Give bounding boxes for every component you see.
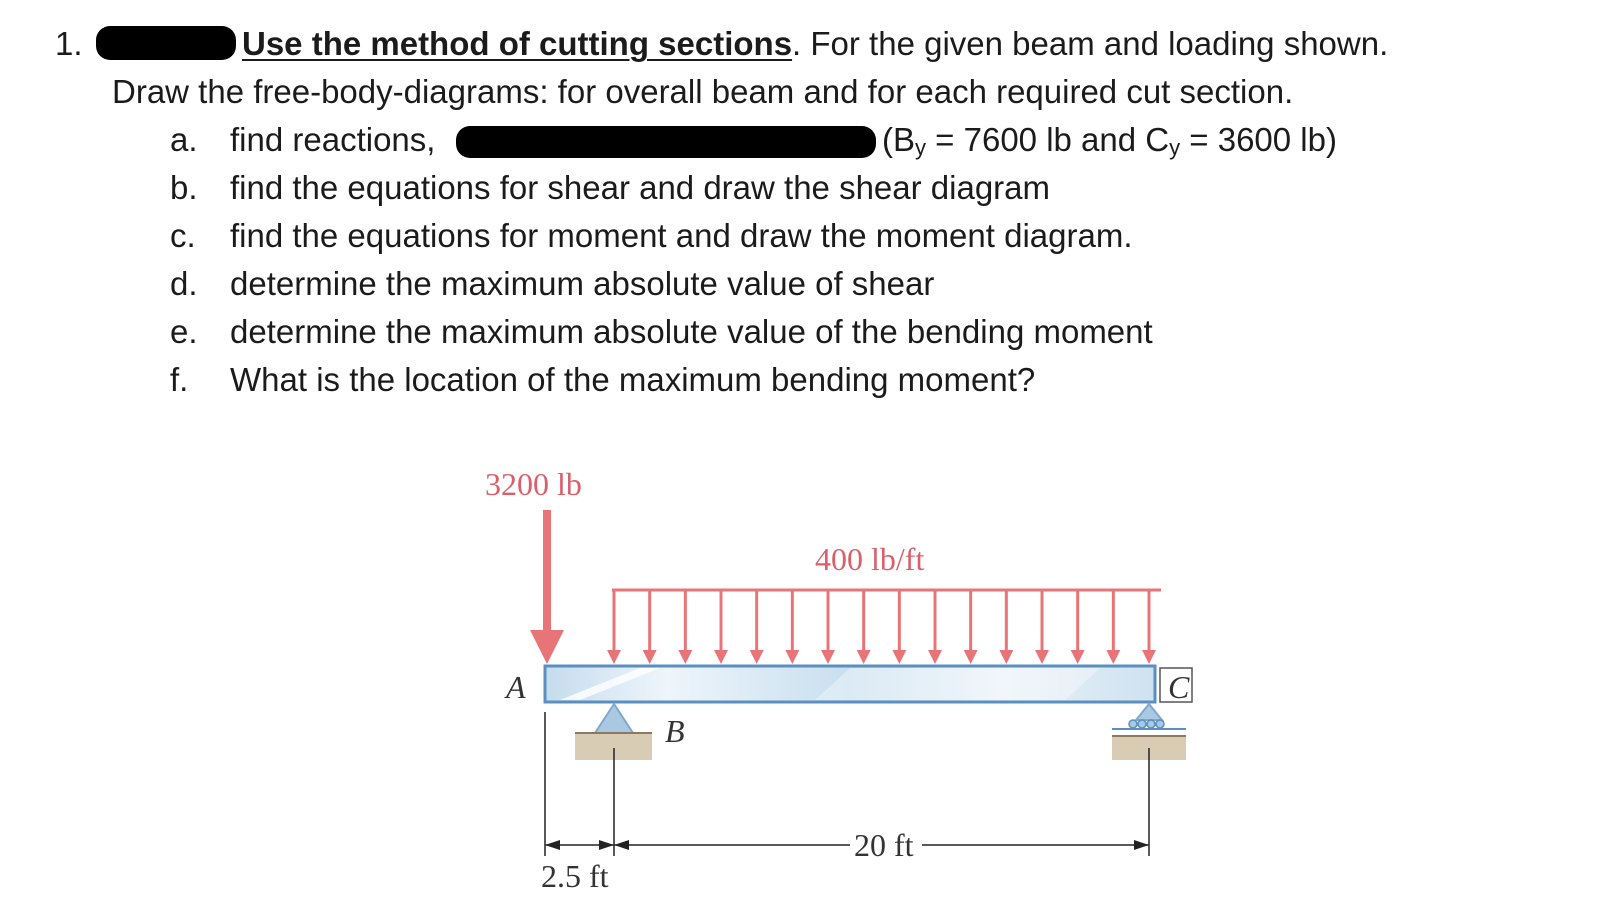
method-title: Use the method of cutting sections [242, 25, 793, 62]
load-arrow-head [1071, 650, 1085, 664]
load-arrow-head [1142, 650, 1156, 664]
item-marker: e. [170, 313, 198, 350]
load-arrow-head [678, 650, 692, 664]
point-load-arrow [530, 510, 564, 664]
item-marker: a. [170, 121, 198, 158]
reaction-b-label: (B [882, 121, 915, 158]
label-c: C [1168, 669, 1190, 705]
load-arrow-head [1035, 650, 1049, 664]
item-text: determine the maximum absolute value of the bending moment [230, 313, 1153, 350]
item-text: determine the maximum absolute value of shear [230, 265, 935, 302]
item-text: find the equations for shear and draw the shear diagram [230, 169, 1051, 206]
reaction-c-value: = 3600 lb) [1180, 121, 1337, 158]
item-marker: b. [170, 169, 198, 206]
item-text: find the equations for moment and draw the moment diagram. [230, 217, 1133, 254]
load-arrow-head [714, 650, 728, 664]
load-arrow-head [643, 650, 657, 664]
subscript: y [915, 135, 926, 160]
load-arrow-head [999, 650, 1013, 664]
item-marker: c. [170, 217, 196, 254]
load-arrow-head [964, 650, 978, 664]
load-arrow-head [857, 650, 871, 664]
subscript: y [1169, 135, 1181, 160]
label-b: B [665, 713, 685, 749]
load-arrow-head [607, 650, 621, 664]
dimension-2-5ft: 2.5 ft [541, 858, 609, 894]
point-load-label: 3200 lb [485, 466, 582, 502]
title-rest: . For the given beam and loading shown. [792, 25, 1389, 62]
label-a: A [506, 669, 526, 705]
load-arrow-head [892, 650, 906, 664]
item-marker: f. [170, 361, 189, 398]
problem-number: 1. [55, 25, 83, 62]
beam-highlight [815, 668, 1100, 700]
load-arrow-head [1106, 650, 1120, 664]
item-marker: d. [170, 265, 198, 302]
reaction-c-label: = 7600 lb and C [926, 121, 1170, 158]
dimension-20ft: 20 ft [854, 827, 914, 863]
load-arrow-head [785, 650, 799, 664]
distributed-load-label: 400 lb/ft [815, 541, 925, 577]
load-arrow-head [821, 650, 835, 664]
item-text: find reactions, [230, 121, 436, 158]
load-arrow-head [750, 650, 764, 664]
item-text: What is the location of the maximum bending moment? [230, 361, 1036, 398]
fbd-instruction: Draw the free-body-diagrams: for overall beam and for each required cut section. [112, 73, 1294, 110]
distributed-load-arrows [607, 590, 1161, 664]
load-arrow-head [928, 650, 942, 664]
